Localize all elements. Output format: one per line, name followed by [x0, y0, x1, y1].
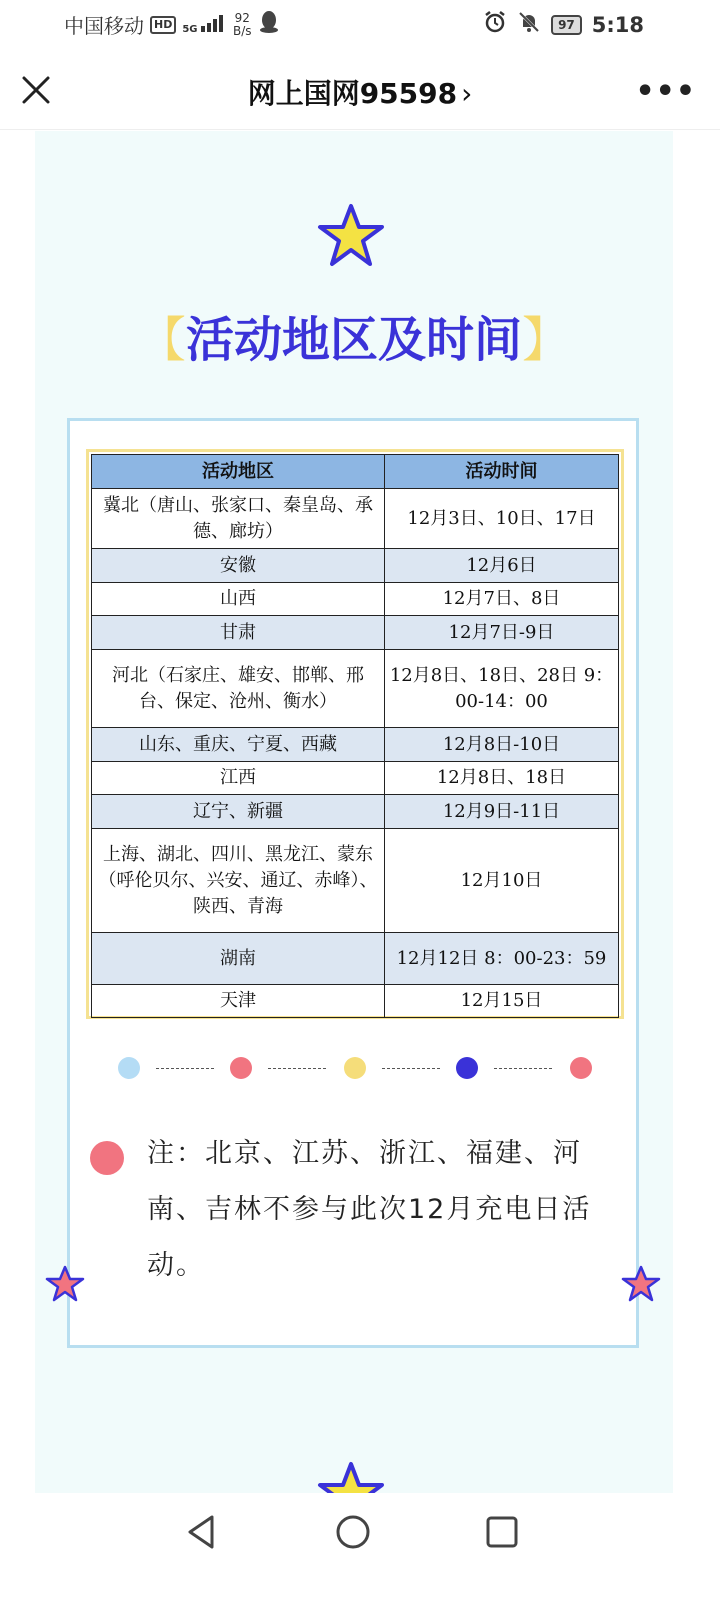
table-frame — [86, 449, 624, 1019]
recent-square-icon[interactable] — [482, 1512, 522, 1552]
heading-left-bracket: 【 — [137, 312, 186, 368]
dot-divider — [118, 1057, 598, 1081]
note-bullet — [90, 1141, 124, 1175]
region-cell: 甘肃 — [92, 616, 385, 650]
region-cell: 河北（石家庄、雄安、邯郸、邢台、保定、沧州、衡水） — [92, 650, 385, 728]
article-content[interactable] — [35, 131, 673, 1493]
time-cell: 12月7日、8日 — [385, 583, 619, 616]
net-speed-unit: B/s — [233, 23, 252, 38]
divider-dot — [344, 1057, 366, 1079]
table-row — [92, 489, 619, 549]
clock: 5:18 — [591, 12, 644, 37]
time-cell: 12月10日 — [385, 829, 619, 933]
page-title-text: 网上国网95598 — [247, 77, 458, 110]
region-cell: 安徽 — [92, 549, 385, 583]
table-row — [92, 616, 619, 650]
divider-dash — [156, 1068, 214, 1069]
divider-dot — [118, 1057, 140, 1079]
divider-dash — [382, 1068, 440, 1069]
net-speed-value: 92 — [234, 10, 250, 25]
table-row — [92, 829, 619, 933]
time-cell: 12月8日-10日 — [385, 728, 619, 762]
qq-icon — [258, 10, 280, 39]
table-row — [92, 583, 619, 616]
heading-right-bracket: 】 — [522, 312, 571, 368]
region-cell: 湖南 — [92, 933, 385, 985]
time-cell: 12月15日 — [385, 985, 619, 1018]
mute-bell-icon — [517, 10, 541, 39]
table-row — [92, 728, 619, 762]
divider-dash — [268, 1068, 326, 1069]
region-cell: 辽宁、新疆 — [92, 795, 385, 829]
region-cell: 上海、湖北、四川、黑龙江、蒙东（呼伦贝尔、兴安、通辽、赤峰）、陕西、青海 — [92, 829, 385, 933]
divider-dot — [230, 1057, 252, 1079]
alarm-icon — [483, 10, 507, 39]
table-row — [92, 762, 619, 795]
star-icon — [317, 1461, 385, 1493]
hd-badge: HD — [150, 16, 176, 34]
table-row — [92, 549, 619, 583]
time-cell: 12月6日 — [385, 549, 619, 583]
status-left — [64, 10, 280, 39]
more-icon[interactable]: ••• — [635, 74, 696, 109]
region-cell: 冀北（唐山、张家口、秦皇岛、承德、廊坊） — [92, 489, 385, 549]
table-row — [92, 933, 619, 985]
divider-dot — [456, 1057, 478, 1079]
divider-dash — [494, 1068, 552, 1069]
home-circle-icon[interactable] — [333, 1512, 373, 1552]
time-cell: 12月12日 8：00-23：59 — [385, 933, 619, 985]
table-row — [92, 650, 619, 728]
region-cell: 山西 — [92, 583, 385, 616]
star-icon — [621, 1265, 661, 1303]
chevron-right-icon: › — [461, 77, 473, 110]
page-title[interactable] — [0, 72, 720, 112]
signal-icon — [182, 14, 227, 35]
star-icon — [45, 1265, 85, 1303]
note-text: 注：北京、江苏、浙江、福建、河南、吉林不参与此次12月充电日活动。 — [147, 1138, 592, 1281]
region-cell: 江西 — [92, 762, 385, 795]
star-icon — [317, 203, 385, 269]
status-bar — [0, 0, 720, 50]
heading-title: 活动地区及时间 — [185, 312, 522, 368]
time-cell: 12月9日-11日 — [385, 795, 619, 829]
divider-dot — [570, 1057, 592, 1079]
carrier-label: 中国移动 — [64, 14, 144, 38]
schedule-table — [91, 454, 619, 1018]
time-cell: 12月8日、18日 — [385, 762, 619, 795]
header-time: 活动时间 — [385, 455, 619, 489]
battery-indicator: 97 — [551, 15, 582, 35]
back-triangle-icon[interactable] — [182, 1512, 222, 1552]
system-nav-bar — [0, 1494, 720, 1600]
table-row — [92, 795, 619, 829]
time-cell: 12月3日、10日、17日 — [385, 489, 619, 549]
info-card — [67, 418, 639, 1348]
table-row — [92, 985, 619, 1018]
section-heading — [35, 301, 673, 370]
time-cell: 12月8日、18日、28日 9：00-14：00 — [385, 650, 619, 728]
app-header — [0, 52, 720, 130]
region-cell: 山东、重庆、宁夏、西藏 — [92, 728, 385, 762]
net-speed — [233, 12, 252, 38]
network-type-label: 5G — [182, 24, 198, 35]
region-cell: 天津 — [92, 985, 385, 1018]
table-header-row — [92, 455, 619, 489]
time-cell: 12月7日-9日 — [385, 616, 619, 650]
header-region: 活动地区 — [92, 455, 385, 489]
status-right — [483, 10, 644, 39]
